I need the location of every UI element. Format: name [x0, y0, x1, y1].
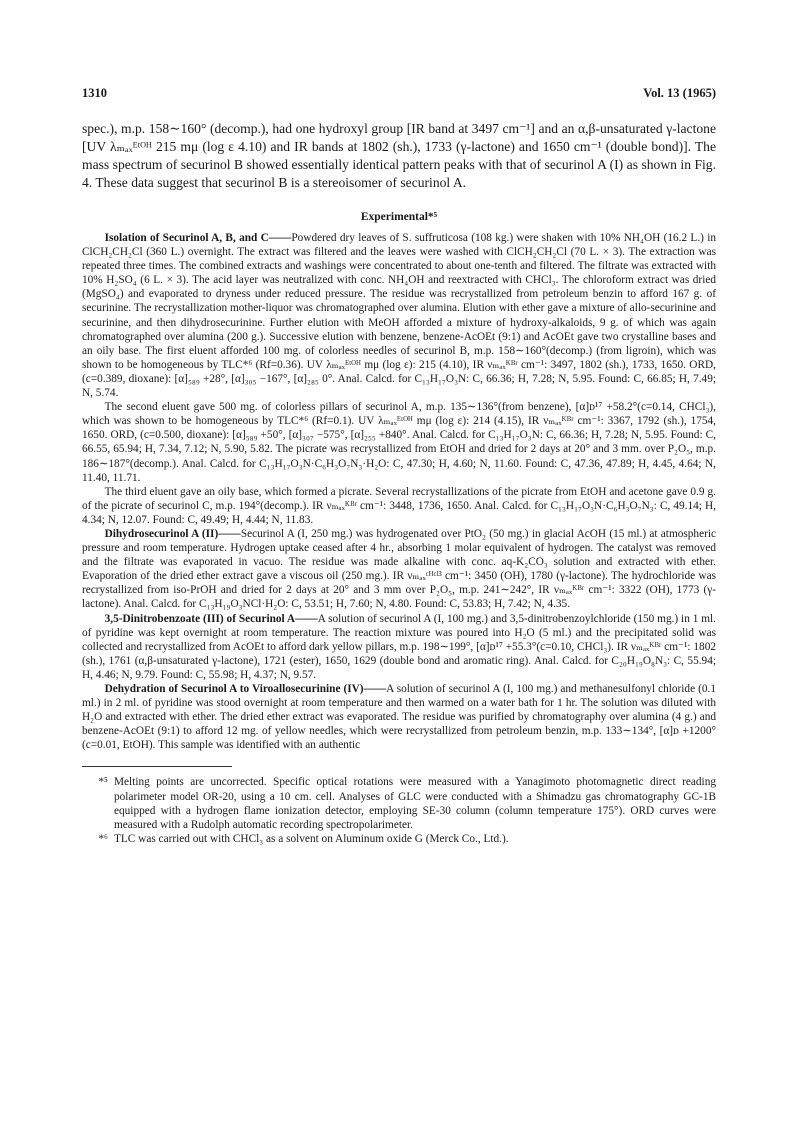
paragraph-text: Powdered dry leaves of S. suffruticosa (108 kg.) were shaken with 10% NH₄OH (16.2 L.) in ClCH₂CH₂Cl (360 L.) overnight. The extract was filtered and the leaves were washed with ClCH₂CH₂Cl (70 L. × 3). The extraction was repeated three times. The combined extracts and washings were concentrated to about one-tenth and filtered. The filtrate was extracted with 10% H₂SO₄ (6 L. × 3). The acid layer was neutralized with conc. NH₄OH and reextracted with CHCl₃. The chloroform extract was dried (MgSO₄) and evaporated to dryness under reduced pressure. The residue was recrystallized from petroleum benzin to afford 167 g. of securinine. The recrystallization mother-liquor was chromatographed over alumina. Elution with ether gave a mixture of allo-securinine and securinine, and then dihydrosecurinine. Further elution with MeOH afforded a mixture of hydroxy-alkaloids, 9 g. of which was again chromatographed over alumina (200 g.). Successive elution with benzene, benzene-AcOEt (9:1) and AcOEt gave two crystalline bases and an oily base. The first eluent afforded 100 mg. of colorless needles of securinol B, m.p. 158∼160°(decomp.) (from ligroin), which was shown to be homogeneous by TLC*⁶ (Rf=0.36). UV λₘₐₓᴱᵗᴼᴴ mμ (log ε): 215 (4.10), IR νₘₐₓᴷᴮʳ cm⁻¹: 3497, 1802 (sh.), 1733, 1650. ORD, (c=0.389, dioxane): [α]₅₈₉ +28°, [α]₃₀₅ −167°, [α]₂₈₅ 0°. Anal. Calcd. for C₁₃H₁₇O₃N: C, 66.36; H, 7.28; N, 5.95. Found: C, 66.85; H, 7.49; N, 5.74. [82, 232, 717, 400]
run-in-heading: 3,5-Dinitrobenzoate (III) of Securinol A—— [104, 612, 318, 625]
page [82, 86, 716, 846]
run-in-heading: Dehydration of Securinol A to Viroallosecurinine (IV)—— [104, 683, 387, 695]
journal-volume: Vol. 13 (1965) [643, 86, 716, 100]
run-in-heading: Dihydrosecurinol A (II)—— [104, 527, 241, 540]
paragraph-dehydration [82, 682, 716, 752]
intro-paragraph: spec.), m.p. 158∼160° (decomp.), had one hydroxyl group [IR band at 3497 cm⁻¹] and an α,β-unsaturated γ-lactone [UV λₘₐₓᴱᵗᴼᴴ 215 mμ (log ε 4.10) and IR bands at 1802 (sh.), 1733 (γ-lactone) and 1650 cm⁻¹ (double bond)]. The mass spectrum of securinol B showed essentially identical pattern peaks with that of securinol A (I) as shown in Fig. 4. These data suggest that securinol B is a stereoisomer of securinol A. [82, 121, 716, 190]
section-heading: Experimental*⁵ [360, 211, 438, 223]
footnote [82, 832, 716, 846]
footnote-mark: *⁶ [98, 832, 108, 845]
paragraph-second-eluent [82, 400, 716, 485]
running-header [82, 86, 716, 104]
paragraph-text: The second eluent gave 500 mg. of colorless pillars of securinol A, m.p. 135∼136°(from benzene), [α]ᴅ¹⁷ +58.2°(c=0.14, CHCl₃), which was shown to be homogeneous by TLC*⁶ (Rf=0.1). UV λₘₐₓᴱᵗᴼᴴ mμ (log ε): 214 (4.15), IR νₘₐₓᴷᴮʳ cm⁻¹: 3367, 1792 (sh.), 1754, 1650. ORD, (c=0.500, dioxane): [α]₅₈₉ +50°, [α]₃₀₇ −575°, [α]₂₅₅ +840°. Anal. Calcd. for C₁₃H₁₇O₃N: C, 66.36; H, 7.28; N, 5.95. Found: C, 66.55, 65.94; H, 7.34, 7.12; N, 5.90, 5.82. The picrate was recrystallized from EtOH and dried for 2 days at 20° and 3 mm. over P₂O₅, m.p. 186∼187°(decomp.). Anal. Calcd. for C₁₃H₁₇O₃N·C₆H₃O₇N₃·H₂O: C, 47.30; H, 4.60; N, 11.60. Found: C, 47.36, 47.89; H, 4.45, 4.64; N, 11.40, 11.71. [82, 401, 716, 484]
paragraph-text: A solution of securinol A (I, 100 mg.) and 3,5-dinitrobenzoylchloride (150 mg.) in 1 ml. of pyridine was kept overnight at room temperature. The reaction mixture was poured into H₂O (5 ml.) and the precipitated solid was collected and recrystallized from AcOEt to afford dark yellow pillars, m.p. 198∼199°, [α]ᴅ¹⁷ +55.3°(c=0.10, CHCl₃). IR νₘₐₓᴷᴮʳ cm⁻¹: 1802 (sh.), 1761 (α,β-unsaturated γ-lactone), 1721 (ester), 1650, 1629 (double bond and aromatic ring). Anal. Calcd. for C₂₀H₁₉O₈N₃: C, 55.94; H, 4.46; N, 9.79. Found: C, 55.98; H, 4.37; N, 9.57. [82, 612, 717, 681]
footnote-text: Melting points are uncorrected. Specific optical rotations were measured with a Yanagimoto photomagnetic direct reading polarimeter model OR-20, using a 10 cm. cell. Analyses of GLC were conducted with a Shimadzu gas chromatography GC-1B equipped with a hydrogen flame ionization detector, employing SE-30 column (column temperature 175°). ORD curves were measured with a Rudolph automatic recording spectropolarimeter. [114, 776, 716, 831]
footnote-text: TLC was carried out with CHCl₃ as a solvent on Aluminum oxide G (Merck Co., Ltd.). [114, 832, 509, 845]
paragraph-isolation [82, 231, 716, 400]
experimental-body [82, 231, 716, 752]
paragraph-text: Securinol A (I, 250 mg.) was hydrogenated over PtO₂ (50 mg.) in glacial AcOH (15 ml.) at atmospheric pressure and room temperature. Hydrogen uptake ceased after 4 hr., absorbing 1 molar equivalent of hydrogen. The catalyst was removed and the filtrate was evaporated in vacuo. The residue was made alkaline with conc. aq-K₂CO₃ solution and extracted with ether. Evaporation of the dried ether extract gave a viscous oil (250 mg.). IR νₘₐₓᶜᴴᶜˡ³ cm⁻¹: 3450 (OH), 1780 (γ-lactone). The hydrochloride was recrystallized from iso-PrOH and dried for 2 days at 20° and 3 mm over P₂O₅, m.p. 241∼242°, IR νₘₐₓᴷᴮʳ cm⁻¹: 3322 (OH), 1773 (γ-lactone). Anal. Calcd. for C₁₃H₁₉O₃NCl·H₂O: C, 53.51; H, 7.60; N, 4.80. Found: C, 53.83; H, 7.42; N, 4.35. [82, 527, 717, 611]
paragraph-dihydrosecurinol [82, 527, 716, 612]
footnote [82, 775, 716, 831]
footnotes [82, 775, 716, 845]
paragraph-third-eluent [82, 485, 716, 527]
run-in-heading: Isolation of Securinol A, B, and C—— [104, 232, 292, 244]
footnote-mark: *⁵ [98, 776, 108, 789]
page-number: 1310 [82, 86, 107, 100]
footnote-divider [82, 766, 232, 767]
paragraph-text: The third eluent gave an oily base, which formed a picrate. Several recrystallizations of the picrate from EtOH and acetone gave 0.9 g. of the picrate of securinol C, m.p. 194°(decomp.). IR νₘₐₓᴷᴮʳ cm⁻¹: 3448, 1736, 1650. Anal. Calcd. for C₁₃H₁₇O₃N·C₆H₃O₇N₃: C, 49.14; H, 4.34; N, 12.07. Found: C, 49.49; H, 4.44; N, 11.83. [82, 485, 716, 526]
paragraph-text: A solution of securinol A (I, 100 mg.) and methanesulfonyl chloride (0.1 ml.) in 2 ml. of pyridine was stood overnight at room temperature and then warmed on a water bath for 1 hr. The solution was diluted with H₂O and extracted with ether. The dried ether extract was evaporated. The residue was purified by chromatography over alumina (4 g.) and benzene-AcOEt (9:1) to afford 12 mg. of yellow needles, which were recrystallized from petroleum benzin, m.p. 133∼134°, [α]ᴅ +1200°(c=0.01, EtOH). This sample was identified with an authentic [82, 683, 716, 752]
paragraph-dinitrobenzoate [82, 612, 716, 682]
